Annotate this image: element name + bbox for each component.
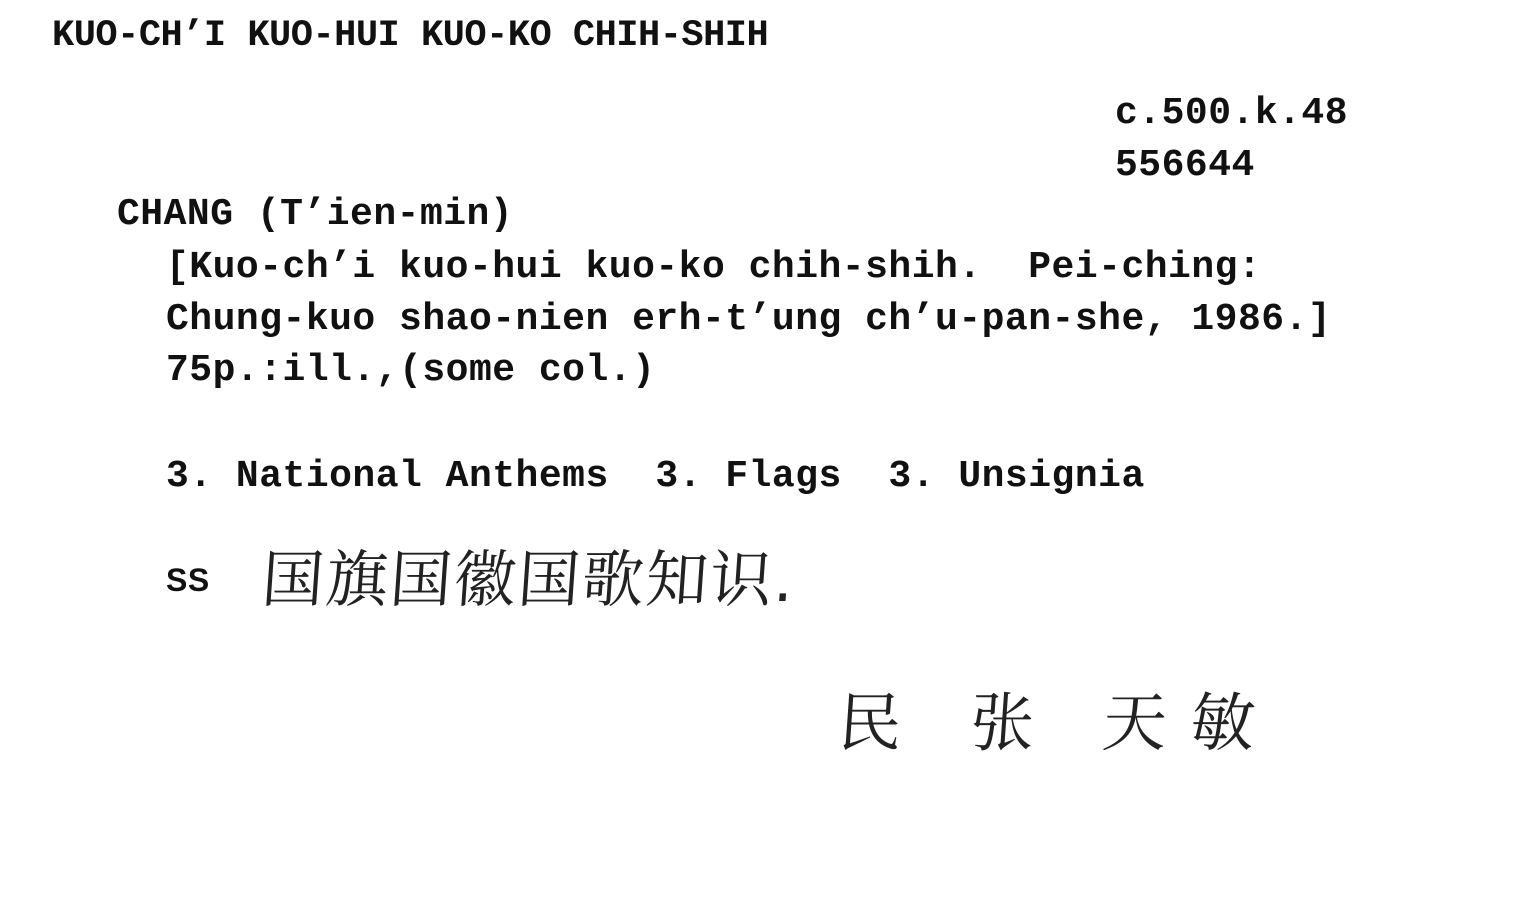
card-heading: KUO-CH’I KUO-HUI KUO-KO CHIH-SHIH [52, 15, 769, 57]
shelfmark: c.500.k.48 [1115, 92, 1349, 135]
subject-headings: 3. National Anthems 3. Flags 3. Unsignia [166, 455, 1145, 498]
handwritten-author-name: 民 张 天敏 [835, 687, 1282, 761]
accession-number: 556644 [1115, 144, 1255, 187]
collation: 75p.:ill.,(some col.) [166, 349, 656, 392]
title-line-1: [Kuo-ch’i kuo-hui kuo-ko chih-shih. Pei-ching: [166, 246, 1262, 289]
ss-label: SS [166, 562, 210, 598]
handwritten-chinese-title: 国旗国徽国歌知识. [259, 543, 799, 616]
title-line-2: Chung-kuo shao-nien erh-t’ung ch’u-pan-she, 1986.] [166, 298, 1332, 341]
author-entry: CHANG (T’ien-min) [117, 193, 514, 236]
